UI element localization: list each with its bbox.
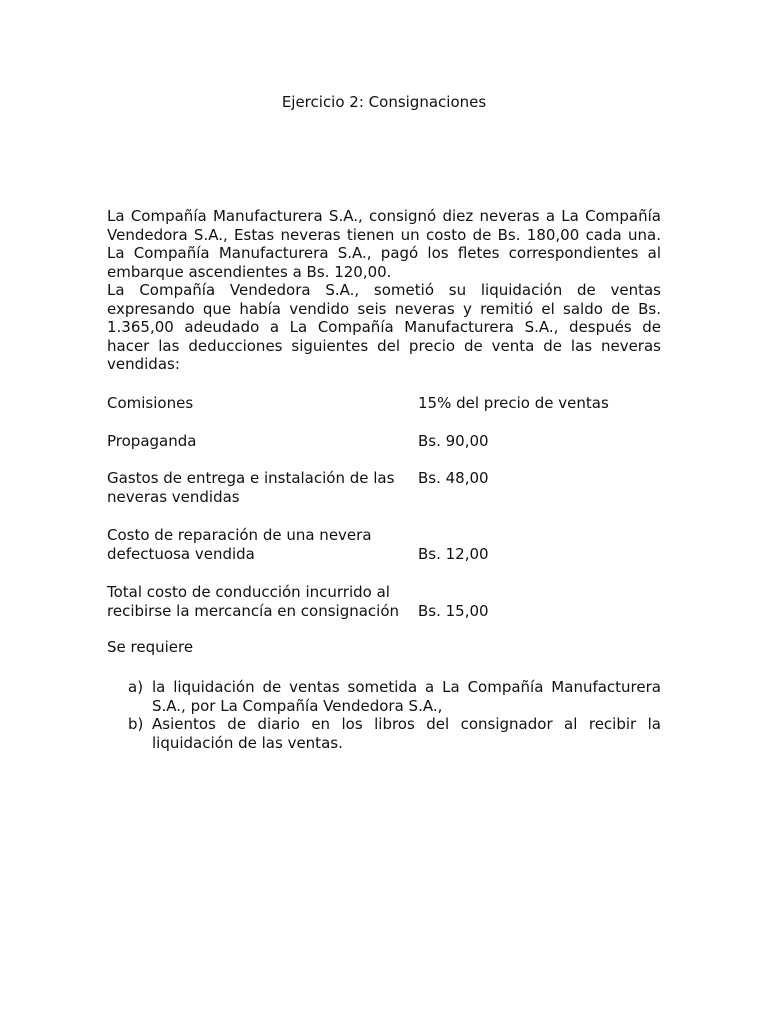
requirement-text: Asientos de diario en los libros del consignador al recibir la liquidación de las ventas.	[152, 715, 661, 752]
requirement-item	[107, 678, 661, 715]
deduction-row	[107, 469, 661, 509]
list-marker: b)	[128, 715, 144, 733]
paragraph-consignment: La Compañía Manufacturera S.A., consignó diez neveras a La Compañía Vendedora S.A., Estas neveras tienen un costo de Bs. 180,00 cada una. La Compañía Manufacturera S.A., pagó los fletes correspondientes al embarque ascendientes a Bs. 120,00.	[107, 207, 661, 281]
requirements-list	[107, 678, 661, 752]
deduction-label: Costo de reparación de una nevera defectuosa vendida	[107, 526, 372, 563]
deduction-label: Propaganda	[107, 432, 197, 450]
deduction-label: Total costo de conducción incurrido al recibirse la mercancía en consignación	[107, 583, 400, 620]
problem-statement	[107, 207, 661, 374]
deduction-value: Bs. 15,00	[418, 601, 489, 620]
requirement-item	[107, 715, 661, 752]
deduction-row	[107, 432, 661, 472]
list-marker: a)	[128, 678, 144, 696]
deduction-row	[107, 583, 661, 623]
requirements-heading: Se requiere	[107, 638, 194, 656]
document-title: Ejercicio 2: Consignaciones	[281, 93, 487, 111]
deduction-value: 15% del precio de ventas	[418, 394, 609, 412]
deduction-value: Bs. 48,00	[418, 469, 489, 487]
deduction-value: Bs. 12,00	[418, 544, 489, 563]
paragraph-liquidation: La Compañía Vendedora S.A., sometió su liquidación de ventas expresando que había vendido seis neveras y remitió el saldo de Bs. 1.365,00 adeudado a La Compañía Manufacturera S.A., después de hacer las deducciones siguientes del precio de venta de las neveras vendidas:	[107, 281, 661, 373]
deduction-value: Bs. 90,00	[418, 432, 489, 450]
deduction-label: Gastos de entrega e instalación de las neveras vendidas	[107, 469, 395, 506]
deduction-row	[107, 526, 661, 566]
deduction-row	[107, 394, 661, 434]
requirement-text: la liquidación de ventas sometida a La Compañía Manufacturera S.A., por La Compañía Vendedora S.A.,	[152, 678, 661, 715]
deduction-label: Comisiones	[107, 394, 194, 412]
